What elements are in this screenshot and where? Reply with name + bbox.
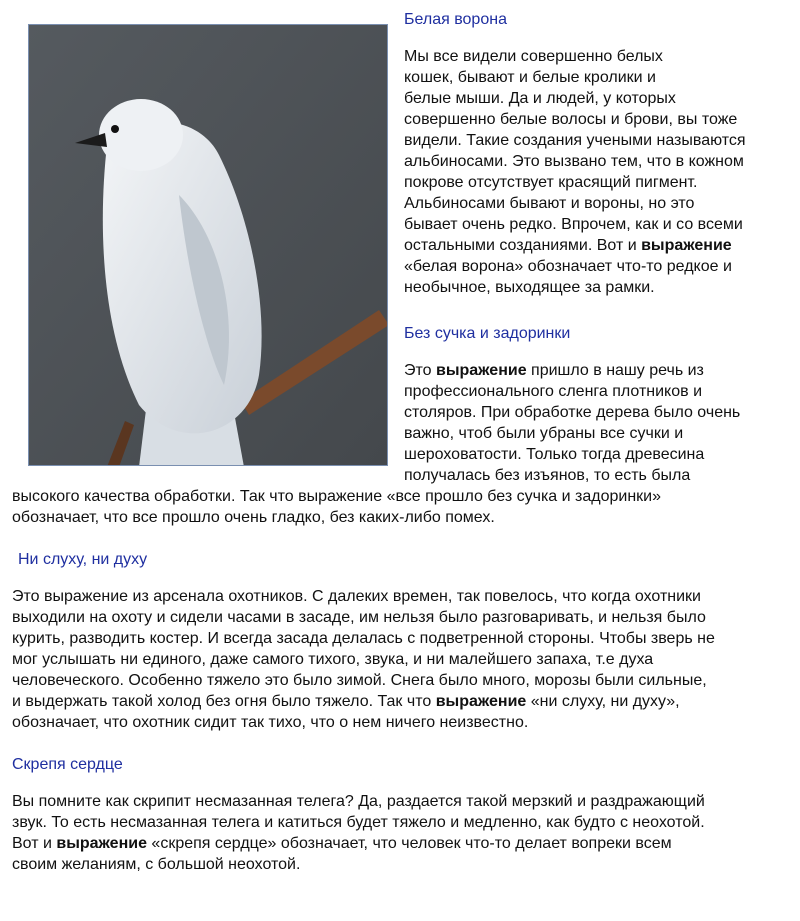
keyword-bold: выражение: [435, 693, 527, 710]
section-title-ni-sluhu: Ни слуху, ни духу: [18, 551, 148, 568]
section-text-bez-suchka: Это выражение пришло в нашу речь из профессионального сленга плотников и столяров. При обработке дерева было очень важно, чтоб были убраны все сучки и шероховатости. Только тогда древесина получалась без изъянов, то есть была высокого качества обработки. Так что выражение «все прошло без сучка и задоринки» обозначает, что все прошло очень гладко, без каких-либо помех.: [12, 362, 741, 526]
section-title-skrepya-serdtse: Скрепя сердце: [12, 756, 123, 773]
section-text-belaya-vorona: Мы все видели совершенно белых кошек, бывают и белые кролики и белые мыши. Да и людей, у которых совершенно белые волосы и брови, вы тоже видели. Такие создания учеными называются альбиносами. Это вызвано тем, что в кожном покрове отсутствует красящий пигмент. Альбиносами бывают и вороны, но это бывает очень редко. Впрочем, как и со всеми остальными созданиями. Вот и выражение «белая ворона» обозначает что-то редкое и необычное, выходящее за рамки.: [404, 48, 746, 296]
bird-head-shape: [99, 99, 183, 171]
section-text-skrepya-serdtse: Вы помните как скрипит несмазанная телега? Да, раздается такой мерзкий и раздражающий звук. То есть несмазанная телега и катиться будет тяжело и медленно, как будто с неохотой. Вот и выражение «скрепя сердце» обозначает, что человек что-то делает вопреки всем своим желаниям, с большой неохотой.: [12, 793, 705, 873]
section-title-belaya-vorona: Белая ворона: [404, 11, 507, 28]
keyword-bold: выражение: [436, 362, 527, 379]
keyword-bold: выражение: [56, 835, 147, 852]
keyword-bold: выражение: [641, 237, 732, 254]
section-title-bez-suchka: Без сучка и задоринки: [404, 325, 571, 342]
section-text-ni-sluhu: Это выражение из арсенала охотников. С далеких времен, так повелось, что когда охотники выходили на охоту и сидели часами в засаде, им нельзя было разговаривать, и нельзя было курить, разводить костер. И всегда засада делалась с подветренной стороны. Чтобы зверь не мог услышать ни единого, даже самого тихого, звука, и ни малейшего запаха, т.е духа человеческого. Особенно тяжело это было зимой. Снега было много, морозы были сильные, и выдержать такой холод без огня было тяжело. Так что выражение «ни слуху, ни духу», обозначает, что охотник сидит так тихо, что о нем ничего неизвестно.: [12, 588, 715, 731]
